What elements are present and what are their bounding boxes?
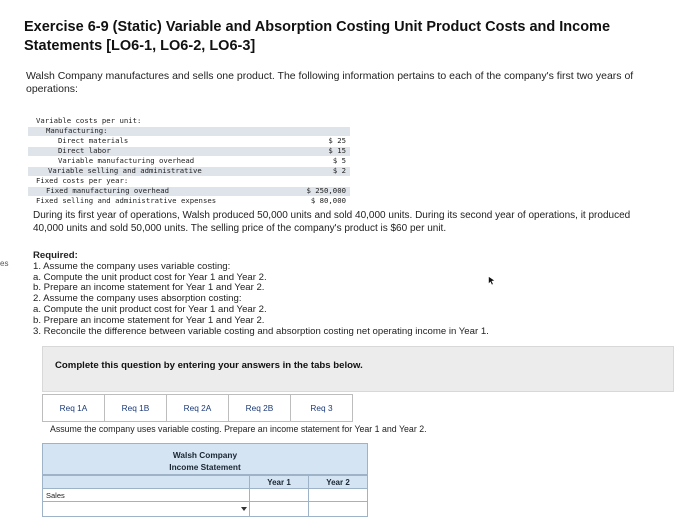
required-item: 1. Assume the company uses variable costing: bbox=[33, 260, 231, 272]
required-item: a. Compute the unit product cost for Year 1 and Year 2. bbox=[33, 303, 267, 315]
company-name: Walsh Company bbox=[172, 450, 238, 460]
required-section bbox=[33, 251, 633, 337]
required-item: b. Prepare an income statement for Year 1 and Year 2. bbox=[33, 314, 265, 326]
required-item: b. Prepare an income statement for Year 1 and Year 2. bbox=[33, 282, 265, 294]
column-header-year2: Year 2 bbox=[308, 475, 368, 489]
statement-title: Income Statement bbox=[169, 462, 241, 472]
cost-row-label: Variable selling and administrative bbox=[48, 166, 202, 175]
exercise-title: Exercise 6-9 (Static) Variable and Absorption Costing Unit Product Costs and Income Statements [LO6-1, LO6-2, LO6-3] bbox=[24, 19, 611, 54]
tab-req-2a[interactable]: Req 2A bbox=[166, 394, 229, 422]
tab-req-3[interactable]: Req 3 bbox=[290, 394, 353, 422]
tab-req-1a[interactable]: Req 1A bbox=[42, 394, 105, 422]
instruction-banner bbox=[42, 346, 674, 392]
cost-row-value: $ 250,000 bbox=[306, 186, 346, 195]
sales-year2-input[interactable] bbox=[308, 488, 368, 502]
cost-row-label: Fixed manufacturing overhead bbox=[46, 186, 170, 195]
operations-paragraph: During its first year of operations, Walsh produced 50,000 units and sold 40,000 units. During its second year of operations, it produced 40,000 units and sold 50,000 units. The selling price of the company's product is $60 per unit. bbox=[33, 210, 631, 234]
cost-row-label: Direct materials bbox=[58, 136, 129, 145]
assume-text: Assume the company uses variable costing. Prepare an income statement for Year 1 and Year 2. bbox=[50, 424, 427, 434]
required-heading: Required: bbox=[33, 250, 78, 261]
sales-row-label: Sales bbox=[42, 488, 250, 502]
cost-row-label: Manufacturing: bbox=[46, 126, 108, 135]
cost-row-label: Fixed costs per year: bbox=[36, 176, 129, 185]
cost-table bbox=[28, 116, 358, 206]
mouse-cursor-icon bbox=[487, 276, 496, 285]
row2-year2-input[interactable] bbox=[308, 501, 368, 517]
statement-header bbox=[42, 443, 368, 475]
intro-text: Walsh Company manufactures and sells one product. The following information pertains to each of the company's first two years of operations: bbox=[26, 70, 634, 95]
required-item: a. Compute the unit product cost for Year 1 and Year 2. bbox=[33, 271, 267, 283]
row-select-dropdown[interactable] bbox=[42, 501, 250, 517]
cost-row-label: Fixed selling and administrative expenses bbox=[36, 196, 217, 205]
required-item: 2. Assume the company uses absorption costing: bbox=[33, 293, 242, 305]
column-header-blank bbox=[42, 475, 250, 489]
cost-row-value: $ 25 bbox=[328, 136, 346, 145]
chevron-down-icon bbox=[241, 507, 247, 511]
cost-row-value: $ 5 bbox=[332, 156, 346, 165]
cost-row-value: $ 15 bbox=[328, 146, 346, 155]
cost-row-label: Variable costs per unit: bbox=[36, 116, 142, 125]
instruction-text: Complete this question by entering your answers in the tabs below. bbox=[55, 360, 363, 371]
row2-year1-input[interactable] bbox=[249, 501, 309, 517]
tab-req-1b[interactable]: Req 1B bbox=[104, 394, 167, 422]
side-margin-label: es bbox=[0, 259, 9, 268]
column-header-year1: Year 1 bbox=[249, 475, 309, 489]
tab-req-2b[interactable]: Req 2B bbox=[228, 394, 291, 422]
cost-row-value: $ 80,000 bbox=[310, 196, 346, 205]
cost-row-label: Variable manufacturing overhead bbox=[58, 156, 195, 165]
sales-year1-input[interactable] bbox=[249, 488, 309, 502]
cost-row-label: Direct labor bbox=[58, 146, 111, 155]
required-item: 3. Reconcile the difference between variable costing and absorption costing net operating income in Year 1. bbox=[33, 325, 489, 337]
income-statement-table bbox=[42, 443, 368, 527]
cost-row-value: $ 2 bbox=[332, 166, 346, 175]
